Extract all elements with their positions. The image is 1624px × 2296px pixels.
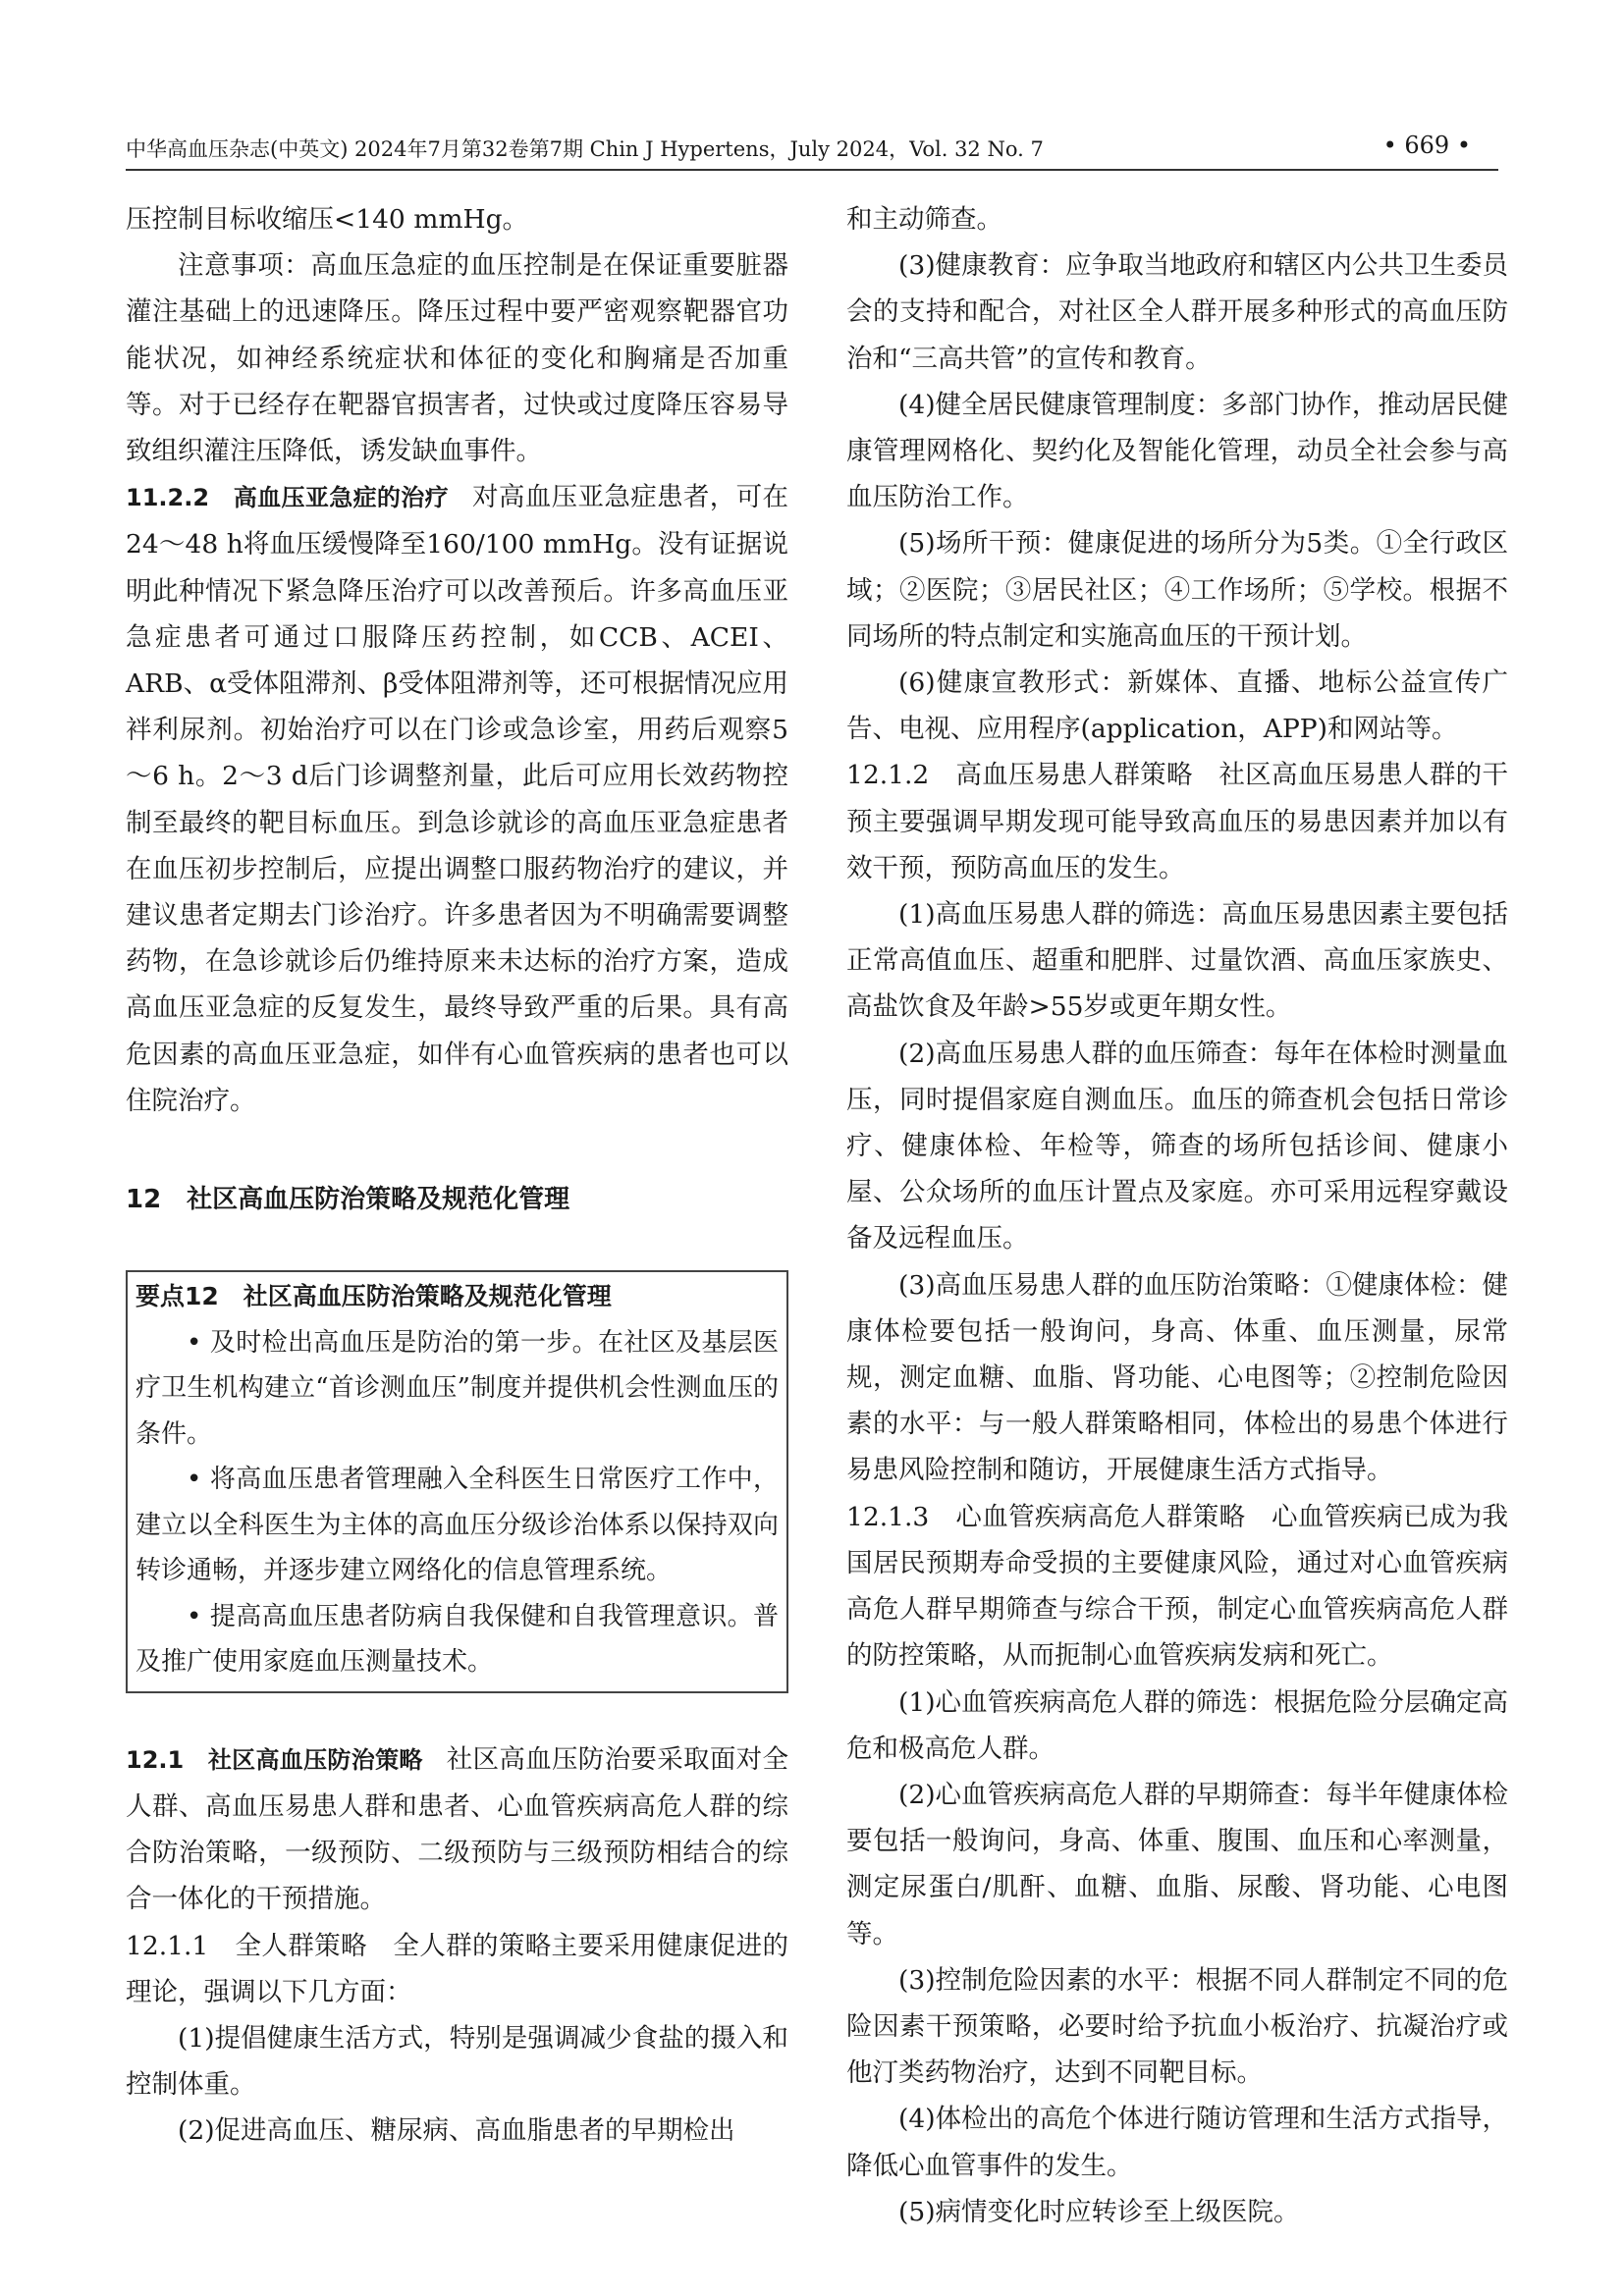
paragraph: [126, 1923, 788, 2015]
left-column: [126, 196, 788, 2155]
paragraph-text: 心血管疾病已成为我国居民预期寿命受损的主要健康风险，通过对心血管疾病高危人群早期筛查与综合干预，制定心血管疾病高危人群的防控策略，从而扼制心血管疾病发病和死亡。: [846, 1501, 1508, 1672]
list-item: (3)控制危险因素的水平：根据不同人群制定不同的危险因素干预策略，必要时给予抗血小板治疗、抗凝治疗或他汀类药物治疗，达到不同靶目标。: [846, 1964, 1508, 2089]
page-number: • 669 •: [1382, 132, 1471, 159]
subsection-heading: 12.1.3 心血管疾病高危人群策略: [846, 1501, 1246, 1532]
list-item: (4)健全居民健康管理制度：多部门协作，推动居民健康管理网格化、契约化及智能化管理，动员全社会参与高血压防治工作。: [846, 389, 1508, 513]
list-item: (2)高血压易患人群的血压筛查：每年在体检时测量血压，同时提倡家庭自测血压。血压的筛查机会包括日常诊疗、健康体检、年检等，筛查的场所包括诊间、健康小屋、公众场所的血压计置点及家庭。亦可采用远程穿戴设备及远程血压。: [846, 1038, 1508, 1255]
paragraph-text: 社区高血压防治要采取面对全人群、高血压易患人群和患者、心血管疾病高危人群的综合防治策略，一级预防、二级预防与三级预防相结合的综合一体化的干预措施。: [126, 1743, 789, 1915]
key-point: • 提高高血压患者防病自我保健和自我管理意识。普及推广使用家庭血压测量技术。: [135, 1601, 779, 1678]
list-item: (1)高血压易患人群的筛选：高血压易患因素主要包括正常高值血压、超重和肥胖、过量饮酒、高血压家族史、高盐饮食及年龄>55岁或更年期女性。: [846, 899, 1508, 1023]
key-points-box: [126, 1270, 788, 1693]
subsection-heading: 12.1 社区高血压防治策略: [126, 1745, 423, 1774]
key-point: • 将高血压患者管理融入全科医生日常医疗工作中，建立以全科医生为主体的高血压分级诊治体系以保持双向转诊通畅，并逐步建立网络化的信息管理系统。: [135, 1465, 779, 1586]
list-item: (1)提倡健康生活方式，特别是强调减少食盐的摄入和控制体重。: [126, 2022, 788, 2101]
list-item: (2)心血管疾病高危人群的早期筛查：每半年健康体检要包括一般询问，身高、体重、腹围、血压和心率测量，测定尿蛋白/肌酐、血糖、血脂、尿酸、肾功能、心电图等。: [846, 1779, 1508, 1949]
subsection-heading: 11.2.2 高血压亚急症的治疗: [126, 484, 450, 512]
paragraph: 压控制目标收缩压<140 mmHg。: [126, 204, 529, 235]
list-item: (5)病情变化时应转诊至上级医院。: [898, 2196, 1300, 2227]
running-header: [126, 130, 1498, 171]
section-heading: 12 社区高血压防治策略及规范化管理: [126, 1185, 570, 1215]
paragraph: 注意事项：高血压急症的血压控制是在保证重要脏器灌注基础上的迅速降压。降压过程中要严密观察靶器官功能状况，如神经系统症状和体征的变化和胸痛是否加重等。对于已经存在靶器官损害者，过快或过度降压容易导致组织灌注压降低，诱发缺血事件。: [126, 250, 788, 467]
paragraph: [846, 1494, 1508, 1680]
paragraph: [126, 474, 788, 1124]
paragraph-text: 社区高血压易患人群的干预主要强调早期发现可能导致高血压的易患因素并加以有效干预，预防高血压的发生。: [846, 760, 1509, 883]
list-item: (3)高血压易患人群的血压防治策略：①健康体检：健康体检要包括一般询问，身高、体重、血压测量，尿常规，测定血糖、血脂、肾功能、心电图等；②控制危险因素的水平：与一般人群策略相同，体检出的易患个体进行易患风险控制和随访，开展健康生活方式指导。: [846, 1269, 1508, 1486]
list-item: (4)体检出的高危个体进行随访管理和生活方式指导，降低心血管事件的发生。: [846, 2104, 1508, 2181]
list-item: (6)健康宣教形式：新媒体、直播、地标公益宣传广告、电视、应用程序(application，APP)和网站等。: [846, 667, 1508, 745]
journal-citation: 中华高血压杂志(中英文) 2024年7月第32卷第7期 Chin J Hypertens，July 2024，Vol. 32 No. 7: [126, 137, 1044, 161]
list-item: (1)心血管疾病高危人群的筛选：根据危险分层确定高危和极高危人群。: [846, 1686, 1508, 1764]
paragraph-text: 对高血压亚急症患者，可在24～48 h将血压缓慢降至160/100 mmHg。没有证据说明此种情况下紧急降压治疗可以改善预后。许多高血压亚急症患者可通过口服降压药控制，如CCB、ACEI、ARB、α受体阻滞剂、β受体阻滞剂等，还可根据情况应用袢利尿剂。初始治疗可以在门诊或急诊室，用药后观察5～6 h。2～3 d后门诊调整剂量，此后可应用长效药物控制至最终的靶目标血压。到急诊就诊的高血压亚急症患者在血压初步控制后，应提出调整口服药物治疗的建议，并建议患者定期去门诊治疗。许多患者因为不明确需要调整药物，在急诊就诊后仍维持原来未达标的治疗方案，造成高血压亚急症的反复发生，最终导致严重的后果。具有高危因素的高血压亚急症，如伴有心血管疾病的患者也可以住院治疗。: [126, 482, 788, 1116]
key-point: • 及时检出高血压是防治的第一步。在社区及基层医疗卫生机构建立“首诊测血压”制度并提供机会性测血压的条件。: [135, 1327, 779, 1449]
key-points-title: 要点12 社区高血压防治策略及规范化管理: [135, 1282, 612, 1311]
right-column: [846, 196, 1508, 2235]
list-item: (5)场所干预：健康促进的场所分为5类。①全行政区域；②医院；③居民社区；④工作场所；⑤学校。根据不同场所的特点制定和实施高血压的干预计划。: [846, 528, 1508, 652]
paragraph: 和主动筛查。: [846, 204, 1002, 235]
list-item: (3)健康教育：应争取当地政府和辖区内公共卫生委员会的支持和配合，对社区全人群开展多种形式的高血压防治和“三高共管”的宣传和教育。: [846, 250, 1508, 374]
subsection-heading: 12.1.2 高血压易患人群策略: [846, 760, 1193, 791]
subsection-heading: 12.1.1 全人群策略: [126, 1930, 367, 1961]
paragraph: [846, 752, 1508, 891]
list-item: (2)促进高血压、糖尿病、高血脂患者的早期检出: [178, 2115, 735, 2147]
paragraph: [126, 1736, 788, 1923]
paragraph-text: 全人群的策略主要采用健康促进的理论，强调以下几方面：: [126, 1930, 788, 2007]
